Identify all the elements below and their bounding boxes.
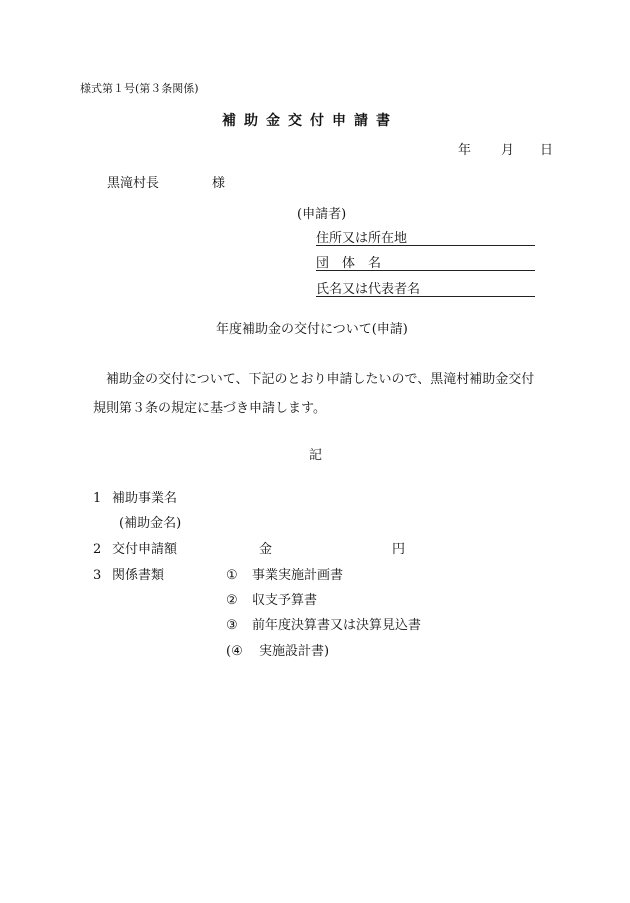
group-name-underline [316, 270, 535, 271]
document-4-marker: (④ [226, 644, 243, 659]
group-name-label: 団 体 名 [316, 256, 382, 271]
item-3-number: 3 [93, 568, 102, 583]
item-1-number: 1 [93, 491, 102, 506]
page-title: 補助金交付申請書 [222, 113, 398, 129]
address-label: 住所又は所在地 [316, 231, 408, 246]
addressee-name: 黒滝村長 [107, 176, 160, 191]
document-3-text: 前年度決算書又は決算見込書 [252, 618, 422, 633]
addressee-honorific: 様 [212, 176, 226, 191]
item-3-label: 関係書類 [112, 568, 165, 583]
address-underline [316, 245, 535, 246]
document-1-text: 事業実施計画書 [252, 568, 344, 583]
representative-label: 氏名又は代表者名 [316, 282, 421, 297]
body-line-1: 補助金の交付について、下記のとおり申請したいので、黒滝村補助金交付 [106, 372, 535, 387]
document-1-marker: ① [226, 568, 238, 583]
amount-suffix: 円 [392, 542, 406, 557]
item-2-label: 交付申請額 [112, 542, 178, 557]
subject-line: 年度補助金の交付について(申請) [216, 322, 408, 337]
form-number: 様式第１号(第３条関係) [80, 82, 199, 95]
applicant-heading: (申請者) [297, 207, 347, 222]
ki-marker: 記 [309, 448, 323, 463]
date-year-label: 年 [458, 143, 472, 158]
date-month-label: 月 [501, 143, 515, 158]
document-2-marker: ② [226, 593, 238, 608]
date-day-label: 日 [540, 143, 554, 158]
item-2-number: 2 [93, 542, 102, 557]
amount-prefix: 金 [259, 542, 273, 557]
document-2-text: 収支予算書 [252, 593, 318, 608]
body-line-2: 規則第３条の規定に基づき申請します。 [93, 401, 326, 416]
document-4-text: 実施設計書) [259, 644, 330, 659]
item-1-label: 補助事業名 [112, 491, 178, 506]
document-3-marker: ③ [226, 618, 238, 633]
item-1-sub-label: (補助金名) [119, 516, 182, 531]
representative-underline [316, 296, 535, 297]
